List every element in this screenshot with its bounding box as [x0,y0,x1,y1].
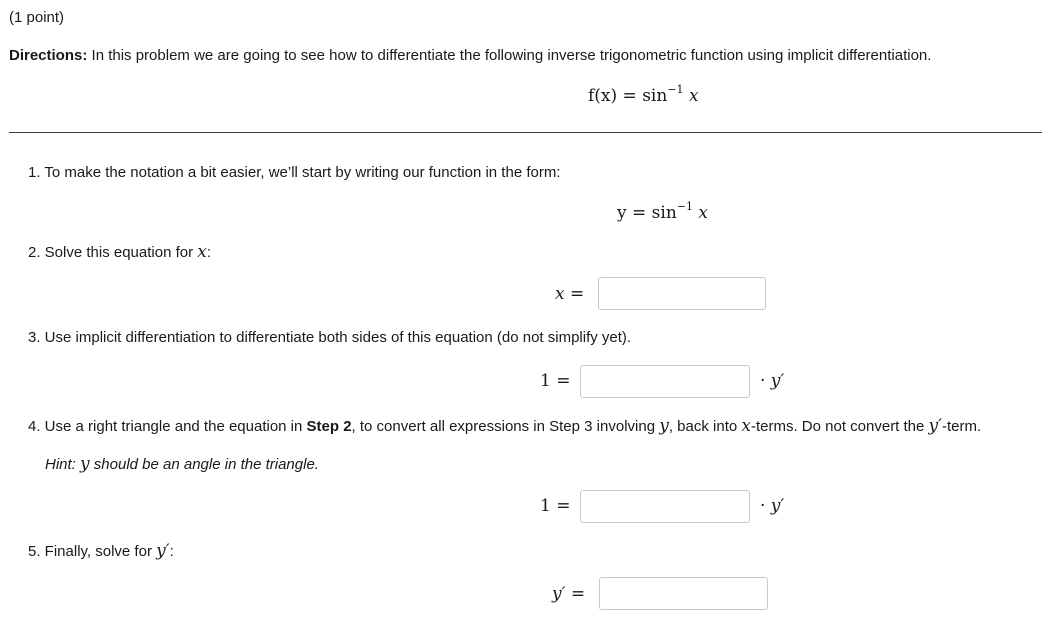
step-4-pre: 4. Use a right triangle and the equation in [28,418,307,435]
step-5-post: : [169,543,174,560]
step-1-equation [617,200,708,223]
main-equation-exponent: −1 [667,83,684,96]
directions-paragraph [9,47,931,64]
step-1-equation-lhs: y = sin [617,203,677,223]
step-4-equation-lhs: 1 = [540,496,571,516]
step-5-pre: 5. Finally, solve for [28,543,157,560]
step-1-equation-var: x [698,203,708,223]
main-equation-lhs: f(x) = sin [588,86,668,106]
hint-pre: Hint: [45,456,81,473]
step-2-text [28,242,211,262]
step-3-equation-rhs: · y′ [760,371,785,391]
step-4-equation-rhs: · y′ [760,496,785,516]
step-4-bold: Step 2 [306,418,352,435]
y-prime-answer-input[interactable] [599,577,768,610]
step-5-equation-lhs: y′ = [552,584,586,604]
hint-post: should be an angle in the triangle. [89,456,319,473]
step-2-equation-lhs: x = [555,284,585,304]
hint-var: y [80,454,90,474]
step-4-post: -term. [942,418,982,435]
step-4-mid2: , back into [668,418,742,435]
step-2-pre: 2. Solve this equation for [28,244,198,261]
directions-label: Directions: [9,47,88,64]
step-3-text: 3. Use implicit differentiation to differentiate both sides of this equation (do not simplify yet). [28,329,632,346]
step-5-var: y′ [156,541,170,561]
main-equation-var: x [688,86,699,106]
step-4-var1: y [659,416,669,436]
step-1-equation-exponent: −1 [676,200,693,213]
x-answer-input[interactable] [598,277,766,310]
step-3-equation-lhs: 1 = [540,371,571,391]
main-equation [588,83,699,106]
step-4-mid1: , to convert all expressions in Step 3 involving [351,418,660,435]
step-2-var: x [197,242,207,262]
points-label: (1 point) [9,9,65,26]
step-4-var3: y′ [928,416,943,436]
step-4-var2: x [741,416,751,436]
converted-factor-input[interactable] [580,490,750,523]
step-4-mid3: -terms. Do not convert the [750,418,929,435]
step-5-text [28,541,174,561]
step-1-text: 1. To make the notation a bit easier, we’ll start by writing our function in the form: [28,164,561,181]
step-4-text [28,416,981,436]
directions-text: In this problem we are going to see how to differentiate the following inverse trigonometric function using implicit differentiation. [87,47,932,64]
hint-text [45,454,319,474]
divider [9,132,1042,133]
derivative-factor-input[interactable] [580,365,750,398]
step-2-post: : [206,244,212,261]
